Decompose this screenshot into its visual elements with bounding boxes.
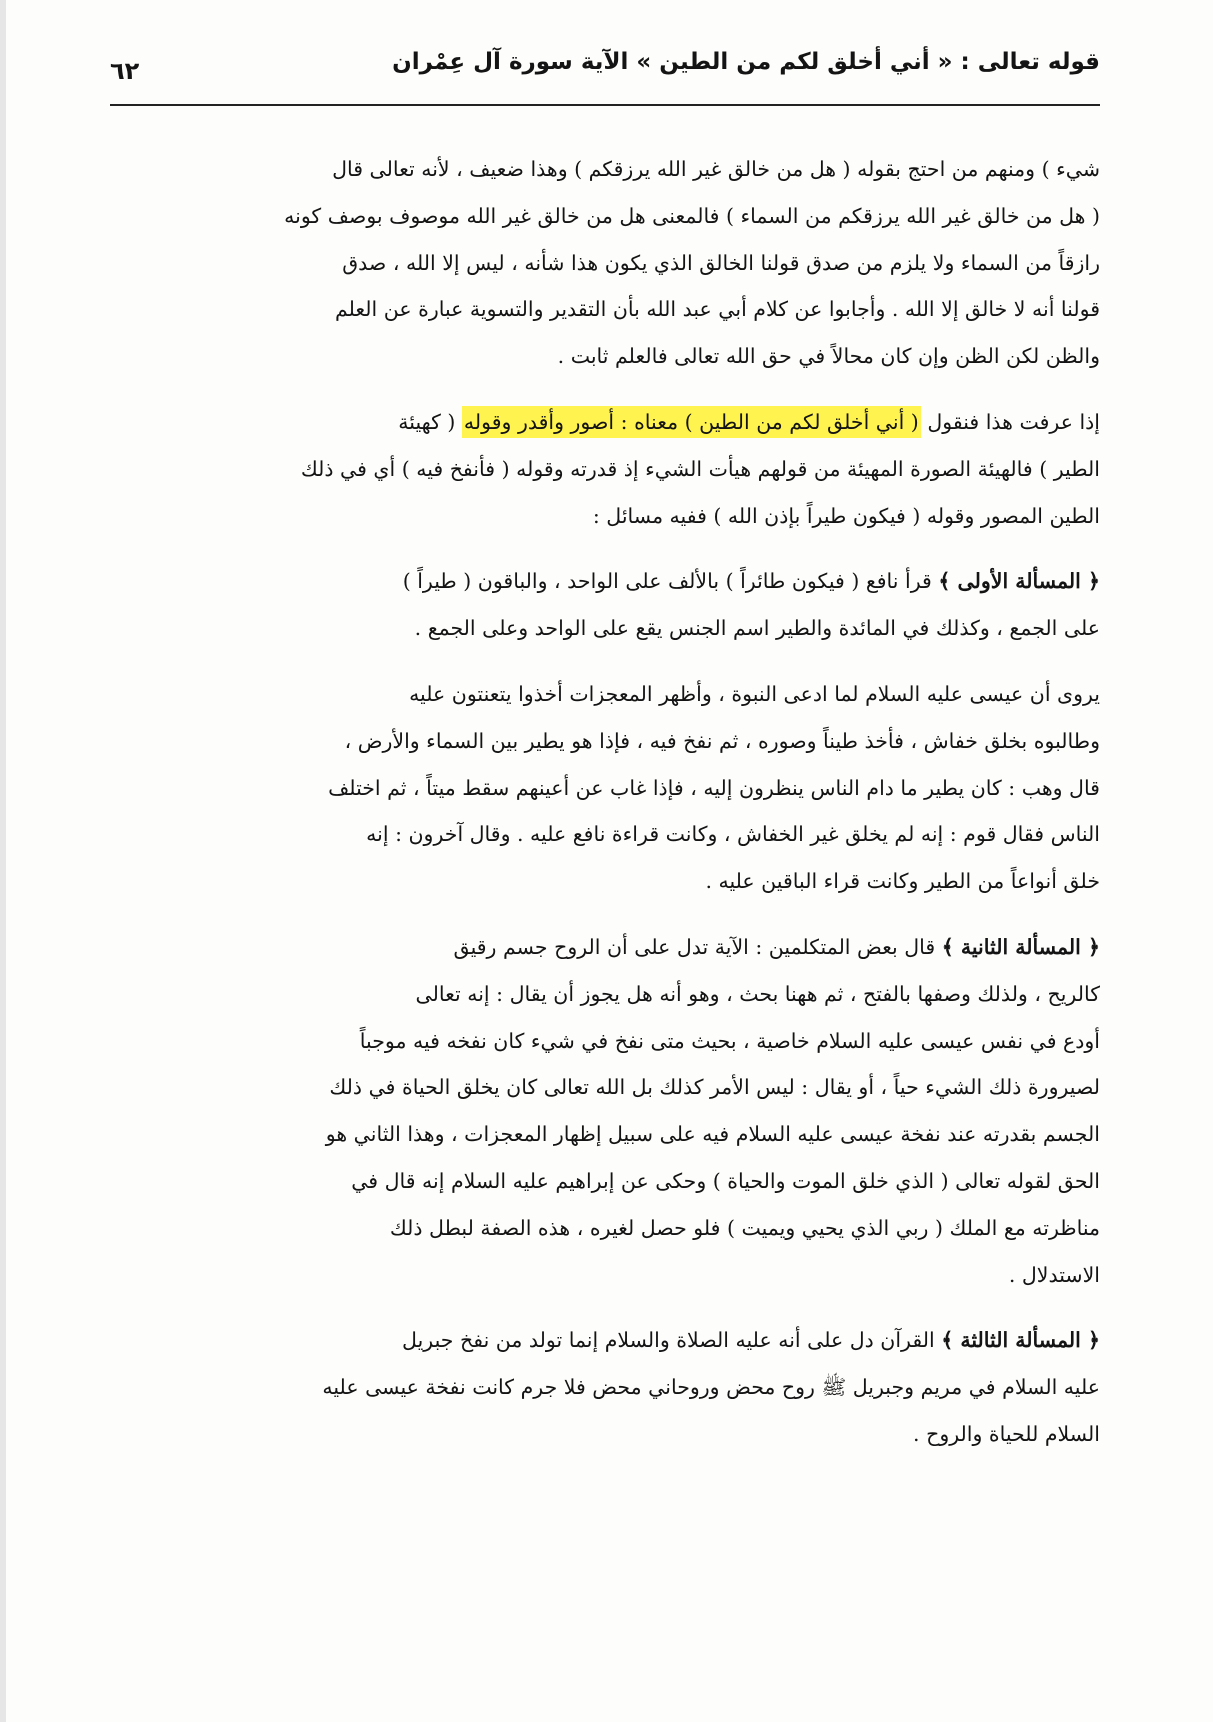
text-line: الطير ) فالهيئة الصورة المهيئة من قولهم هيأت الشيء إذ قدرته وقوله ( فأنفخ فيه ) أي في ذلك <box>300 456 1100 481</box>
text-line <box>110 1317 1100 1364</box>
paragraph-2 <box>110 399 1100 539</box>
text-line: خلق أنواعاً من الطير وكانت قراء الباقين عليه . <box>705 869 1100 894</box>
section-label: ﴿ المسألة الأولى ﴾ <box>938 569 1100 594</box>
running-head: قوله تعالى : « أني أخلق لكم من الطين » الآية سورة آل عِمْران <box>392 49 1100 75</box>
text-line: الاستدلال . <box>1008 1262 1100 1287</box>
section-label: ﴿ المسألة الثالثة ﴾ <box>941 1328 1100 1353</box>
header-rule <box>110 104 1100 106</box>
text-line: الجسم بقدرته عند نفخة عيسى عليه السلام فيه على سبيل إظهار المعجزات ، وهذا الثاني هو <box>325 1122 1100 1147</box>
text-line <box>110 558 1100 605</box>
paragraph-4 <box>110 671 1100 905</box>
paragraph-1 <box>110 146 1100 380</box>
text-line: والظن لكن الظن وإن كان محالاً في حق الله تعالى فالعلم ثابت . <box>557 344 1100 369</box>
text-line: الطين المصور وقوله ( فيكون طيراً بإذن الله ) ففيه مسائل : <box>592 503 1100 528</box>
text-line: رازقاً من السماء ولا يلزم من صدق قولنا الخالق الذي يكون هذا شأنه ، ليس إلا الله ، صدق <box>342 250 1100 275</box>
text-line: الناس فقال قوم : إنه لم يخلق غير الخفاش ، وكانت قراءة نافع عليه . وقال آخرون : إنه <box>366 822 1100 847</box>
text-line: مناظرته مع الملك ( ربي الذي يحيي ويميت ) فلو حصل لغيره ، هذه الصفة لبطل ذلك <box>389 1215 1100 1240</box>
text-line: أودع في نفس عيسى عليه السلام خاصية ، بحيث متى نفخ في شيء كان نفخه فيه موجباً <box>359 1028 1100 1053</box>
text-line: كالريح ، ولذلك وصفها بالفتح ، ثم ههنا بحث ، وهو أنه هل يجوز أن يقال : إنه تعالى <box>415 981 1100 1006</box>
text-line: السلام للحياة والروح . <box>913 1421 1100 1446</box>
text-line: الحق لقوله تعالى ( الذي خلق الموت والحياة ) وحكى عن إبراهيم عليه السلام إنه قال في <box>351 1168 1100 1193</box>
text-line <box>110 924 1100 971</box>
text-line: يروى أن عيسى عليه السلام لما ادعى النبوة ، وأظهر المعجزات أخذوا يتعنتون عليه <box>409 681 1100 706</box>
highlighted-text[interactable]: ( أني أخلق لكم من الطين ) معناه : أصور وأقدر وقوله <box>462 406 921 438</box>
text-line: قولنا أنه لا خالق إلا الله . وأجابوا عن كلام أبي عبد الله بأن التقدير والتسوية عبارة عن العلم <box>334 297 1100 322</box>
text-line: ( هل من خالق غير الله يرزقكم من السماء ) فالمعنى هل من خالق غير الله موصوف بوصف كونه <box>284 203 1100 228</box>
paragraph-5 <box>110 924 1100 1298</box>
section-label: ﴿ المسألة الثانية ﴾ <box>941 934 1100 959</box>
paragraph-6 <box>110 1317 1100 1457</box>
text-fragment: قرأ نافع ( فيكون طائراً ) بالألف على الواحد ، والباقون ( طيراً ) <box>402 569 932 594</box>
page-header <box>110 46 1100 86</box>
page-number: ٦٢ <box>110 57 140 85</box>
text-fragment: قال بعض المتكلمين : الآية تدل على أن الروح جسم رقيق <box>453 934 936 959</box>
paragraph-3 <box>110 558 1100 652</box>
text-fragment: إذا عرفت هذا فنقول <box>927 409 1100 434</box>
text-line: قال وهب : كان يطير ما دام الناس ينظرون إليه ، فإذا غاب عن أعينهم سقط ميتاً ، ثم اختلف <box>328 775 1100 800</box>
text-fragment: ( كهيئة <box>398 409 456 434</box>
text-line: لصيرورة ذلك الشيء حياً ، أو يقال : ليس الأمر كذلك بل الله تعالى كان يخلق الحياة في ذلك <box>329 1075 1100 1100</box>
text-line: شيء ) ومنهم من احتج بقوله ( هل من خالق غير الله يرزقكم ) وهذا ضعيف ، لأنه تعالى قال <box>332 157 1100 181</box>
text-line: عليه السلام في مريم وجبريل ﷺ روح محض وروحاني محض فلا جرم كانت نفخة عيسى عليه <box>322 1375 1100 1400</box>
text-line: على الجمع ، وكذلك في المائدة والطير اسم الجنس يقع على الواحد وعلى الجمع . <box>414 616 1100 641</box>
text-line <box>110 399 1100 446</box>
text-fragment: القرآن دل على أنه عليه الصلاة والسلام إنما تولد من نفخ جبريل <box>402 1328 935 1353</box>
text-line: وطالبوه بخلق خفاش ، فأخذ طيناً وصوره ، ثم نفخ فيه ، فإذا هو يطير بين السماء والأرض ، <box>344 728 1100 753</box>
page-body <box>110 146 1100 1458</box>
